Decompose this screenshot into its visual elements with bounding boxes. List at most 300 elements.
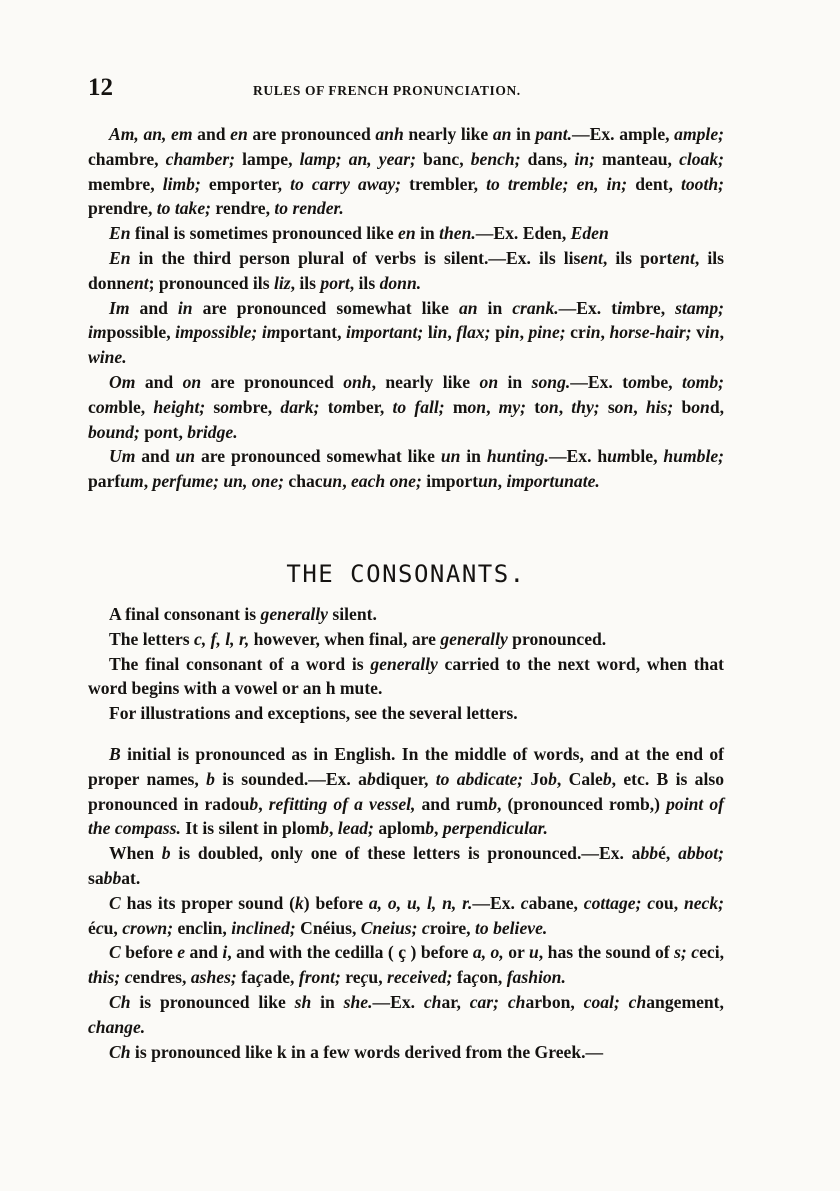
text-run: dent,: [627, 173, 681, 194]
text-run: c: [124, 967, 133, 988]
text-run: final is sometimes pronounced like: [130, 223, 399, 244]
text-run: front;: [298, 967, 341, 988]
text-run: cr: [565, 322, 586, 343]
text-run: to carry away;: [290, 173, 402, 194]
text-run: En: [109, 223, 131, 244]
text-run: A final consonant is: [109, 604, 261, 624]
text-run: to take;: [156, 198, 211, 219]
text-run: point of the compass.: [88, 793, 724, 839]
text-run: pine;: [528, 322, 566, 343]
page-number: 12: [88, 74, 113, 101]
text-run: im: [617, 297, 636, 318]
text-run: b: [249, 793, 259, 814]
text-run: ar,: [441, 991, 470, 1012]
text-run: lampe,: [235, 148, 300, 169]
text-run: chamber;: [165, 148, 236, 169]
text-run: and: [192, 124, 231, 144]
text-run: C: [109, 892, 121, 913]
text-run: ) before: [303, 892, 369, 913]
text-run: my;: [498, 396, 527, 417]
text-run: c, f, l, r,: [194, 628, 250, 649]
text-run: Am, an, em: [109, 124, 193, 144]
text-run: ade,: [263, 967, 299, 988]
text-run: om: [333, 396, 357, 417]
text-run: humble;: [663, 446, 724, 467]
text-run: Cneius;: [360, 917, 418, 938]
text-run: important;: [346, 322, 424, 343]
text-run: It is silent in plom: [180, 818, 321, 839]
text-run: ,: [497, 471, 507, 492]
text-run: in: [177, 297, 193, 318]
text-run: u,: [368, 967, 387, 988]
letters-paragraph: [88, 940, 724, 990]
text-run: —Ex. ample,: [572, 124, 675, 144]
text-run: un: [175, 446, 196, 467]
text-run: ,: [434, 818, 443, 839]
text-run: Ch: [109, 991, 131, 1012]
text-run: anh: [375, 124, 404, 144]
text-run: ,: [447, 322, 457, 343]
text-run: chac: [284, 471, 323, 492]
text-run: received;: [387, 967, 453, 988]
text-run: b: [366, 768, 376, 789]
text-run: crown;: [122, 917, 174, 938]
text-run: be,: [650, 371, 682, 392]
text-run: b: [673, 396, 692, 417]
text-run: i: [222, 942, 228, 963]
text-run: en, in;: [576, 173, 628, 194]
text-run: ,: [258, 793, 269, 814]
text-run: im: [261, 322, 281, 343]
text-run: on: [154, 421, 173, 442]
text-run: arbon,: [525, 991, 584, 1012]
text-run: pronounced.: [507, 628, 607, 649]
text-run: om: [95, 396, 119, 417]
text-run: diquer,: [375, 768, 436, 789]
text-run: , Cale: [556, 768, 603, 789]
text-run: ,: [486, 396, 499, 417]
text-run: banc,: [415, 148, 471, 169]
text-run: u,: [103, 917, 123, 938]
text-run: to fall;: [392, 396, 445, 417]
text-run: un: [440, 446, 461, 467]
text-run: p: [139, 421, 155, 442]
text-run: on: [540, 396, 559, 417]
text-run: change.: [88, 1016, 146, 1037]
text-run: b: [548, 768, 557, 789]
text-run: on: [479, 371, 499, 392]
text-run: p: [490, 322, 505, 343]
text-run: manteau,: [594, 148, 680, 169]
text-run: sa: [88, 867, 104, 888]
text-run: un, one;: [223, 471, 285, 492]
text-run: ,: [719, 322, 724, 343]
text-run: om: [220, 396, 243, 417]
text-run: Im: [109, 297, 130, 318]
text-run: is doubled, only one of these letters is pronounced.—Ex. a: [170, 843, 641, 864]
text-run: car;: [469, 991, 499, 1012]
page-header: [88, 74, 724, 104]
text-run: un: [322, 471, 343, 492]
text-run: prendre,: [88, 198, 157, 219]
text-run: ,: [143, 471, 153, 492]
text-run: The final consonant of a word is: [109, 653, 371, 674]
text-run: at.: [121, 867, 141, 888]
text-run: t: [526, 396, 541, 417]
text-run: t,: [172, 421, 188, 442]
intro-paragraph: [88, 602, 724, 627]
text-run: aplom: [373, 818, 426, 839]
text-run: ,: [633, 396, 646, 417]
text-run: ch: [628, 991, 647, 1012]
intro-paragraph: [88, 701, 724, 726]
text-run: a, o,: [472, 942, 504, 963]
text-run: b: [425, 818, 435, 839]
text-run: pant.: [535, 124, 573, 144]
text-run: c: [95, 917, 104, 938]
text-run: ample;: [674, 124, 724, 144]
text-run: then.: [439, 223, 476, 244]
text-run: and: [185, 942, 223, 963]
vowels-paragraph: [88, 370, 724, 444]
text-run: , etc. B is also pronounced in radou: [88, 768, 725, 814]
text-run: u: [529, 942, 539, 963]
text-run: to render.: [274, 198, 344, 219]
text-run: —Ex. t: [558, 297, 618, 318]
text-run: ent: [672, 247, 695, 268]
text-run: his;: [645, 396, 674, 417]
text-run: Jo: [523, 768, 549, 789]
text-run: ,: [342, 471, 351, 492]
text-run: silent.: [327, 604, 377, 624]
text-run: ch: [423, 991, 442, 1012]
text-run: k: [294, 892, 304, 913]
text-run: B: [109, 744, 121, 764]
text-run: coal;: [583, 991, 620, 1012]
text-run: , nearly like: [371, 371, 480, 392]
text-run: in: [585, 322, 601, 343]
text-run: ; pronounced ils: [148, 272, 274, 293]
text-run: eci,: [699, 942, 724, 963]
text-run: C: [109, 942, 121, 963]
text-run: —Ex. t: [570, 371, 629, 392]
text-run: and: [135, 446, 176, 467]
text-run: é: [88, 917, 96, 938]
text-run: [342, 149, 349, 169]
text-run: thy;: [571, 396, 600, 417]
text-run: onh: [343, 371, 372, 392]
text-run: ber,: [356, 396, 393, 417]
text-run: before: [120, 942, 178, 963]
text-run: generally: [260, 604, 328, 624]
text-run: l: [423, 322, 433, 343]
text-run: ç: [360, 967, 369, 988]
text-run: en: [230, 124, 248, 144]
text-run: b: [206, 768, 215, 789]
text-run: and rum: [415, 793, 489, 814]
text-run: [499, 992, 508, 1012]
text-run: b: [602, 768, 612, 789]
text-run: abane,: [528, 892, 584, 913]
text-run: b: [161, 843, 171, 864]
text-run: a, o, u, l, n, r.: [368, 892, 473, 913]
text-run: on: [467, 396, 487, 417]
text-run: —Ex.: [472, 892, 521, 913]
text-run: c: [691, 942, 700, 963]
text-run: rendre,: [211, 198, 275, 219]
text-run: ent: [126, 272, 149, 293]
text-run: possible,: [106, 322, 176, 343]
text-run: in: [504, 322, 520, 343]
text-run: this;: [88, 967, 121, 988]
text-run: crank.: [512, 297, 559, 318]
text-run: lead;: [337, 818, 374, 839]
text-run: s: [599, 396, 615, 417]
text-run: are pronounced: [201, 371, 344, 392]
text-run: sh: [294, 991, 312, 1012]
text-run: in: [311, 991, 344, 1012]
vowels-paragraph: [88, 122, 724, 221]
text-run: an, year;: [348, 148, 416, 169]
letters-paragraph: [88, 990, 724, 1040]
text-run: to believe.: [474, 917, 548, 938]
text-run: en: [398, 223, 416, 244]
text-run: bound;: [88, 421, 140, 442]
text-run: nearly like: [403, 124, 493, 144]
text-run: carried to the next word, when that word begins with a vowel or an h mute.: [88, 653, 724, 699]
text-run: bre,: [635, 297, 676, 318]
text-run: in: [477, 297, 513, 318]
text-run: , ils donn: [88, 247, 724, 293]
text-run: , and with the cedilla ( ҫ ) before: [227, 942, 473, 963]
letters-paragraph: [88, 841, 724, 891]
text-run: v: [691, 322, 705, 343]
text-run: cloak;: [679, 148, 725, 169]
text-run: in: [432, 322, 448, 343]
text-run: ble,: [118, 396, 154, 417]
consonant-letters-section: [88, 742, 724, 1064]
text-run: c: [88, 396, 96, 417]
text-run: ,: [558, 396, 572, 417]
text-run: in: [511, 124, 536, 144]
text-run: En: [109, 247, 131, 268]
text-run: on: [182, 371, 202, 392]
section-heading: THE CONSONANTS.: [286, 560, 526, 588]
text-run: wine.: [88, 347, 127, 368]
text-run: stamp;: [675, 297, 724, 318]
text-run: initial is pronounced as in English. In the middle of words, and at the end of proper names,: [88, 744, 724, 789]
text-run: The letters: [109, 628, 195, 649]
text-run: endres,: [132, 967, 191, 988]
text-run: in: [460, 446, 487, 467]
text-run: emporter,: [200, 173, 291, 194]
text-run: s;: [674, 942, 687, 963]
text-run: tooth;: [680, 173, 724, 194]
text-run: d,: [709, 396, 725, 417]
text-run: bench;: [470, 148, 521, 169]
text-run: ch: [507, 991, 526, 1012]
intro-paragraph: [88, 652, 724, 702]
text-run: is sounded.—Ex. a: [214, 768, 367, 789]
text-run: ç: [471, 967, 480, 988]
text-run: port: [320, 272, 350, 293]
text-run: on,: [479, 967, 507, 988]
text-run: cottage;: [583, 892, 642, 913]
text-run: membre,: [88, 173, 163, 194]
text-run: is pronounced like k in a few words derived from the Greek.—: [130, 1041, 604, 1062]
running-title: RULES OF FRENCH PRONUNCIATION.: [253, 83, 521, 98]
text-run: Um: [109, 446, 136, 467]
text-run: ashes;: [190, 967, 237, 988]
vowels-paragraph: [88, 296, 724, 370]
text-run: —Ex. h: [548, 446, 608, 467]
text-run: fashion.: [506, 967, 566, 988]
text-run: in: [498, 371, 532, 392]
text-run: and: [135, 371, 183, 392]
text-run: flax;: [456, 322, 491, 343]
text-run: , (pronounced romb,): [497, 793, 667, 814]
text-run: e: [177, 942, 186, 963]
text-run: —Ex.: [372, 991, 424, 1012]
text-run: on: [691, 396, 710, 417]
text-run: c: [195, 917, 203, 938]
text-run: om: [628, 371, 651, 392]
text-run: When: [109, 843, 162, 864]
text-run: fa: [236, 967, 256, 988]
text-run: liz: [273, 272, 291, 293]
text-run: bb: [640, 843, 659, 864]
text-run: angement,: [646, 991, 724, 1012]
text-run: fa: [452, 967, 472, 988]
text-run: ,: [600, 322, 610, 343]
vowels-paragraph: [88, 221, 724, 246]
text-run: [568, 174, 576, 194]
text-run: , ils: [290, 272, 321, 293]
text-run: Cnéius,: [295, 917, 361, 938]
text-run: perpendicular.: [442, 818, 548, 839]
text-run: neck;: [683, 892, 724, 913]
text-run: un: [478, 471, 498, 492]
text-run: Ch: [109, 1041, 131, 1062]
consonants-intro: [88, 602, 724, 726]
text-run: in the third person plural of verbs is silent.—Ex. ils lis: [130, 247, 581, 268]
text-run: has its proper sound (: [120, 892, 295, 913]
text-run: impossible;: [175, 322, 258, 343]
text-run: [620, 992, 629, 1012]
text-run: to tremble;: [486, 173, 569, 194]
text-run: generally: [440, 628, 508, 649]
text-run: to abdicate;: [435, 768, 524, 789]
text-run: height;: [153, 396, 206, 417]
text-run: abbot;: [678, 843, 724, 864]
text-run: dans,: [520, 148, 575, 169]
text-run: ble,: [630, 446, 664, 467]
text-run: tomb;: [681, 371, 725, 392]
text-run: portant,: [280, 322, 347, 343]
text-run: song.: [531, 371, 571, 392]
text-run: t: [319, 396, 334, 417]
text-run: ç: [255, 967, 264, 988]
text-run: on: [614, 396, 634, 417]
text-run: dark;: [280, 396, 320, 417]
text-run: lamp;: [299, 148, 342, 169]
text-run: , has the sound of: [538, 942, 675, 963]
text-run: —Ex. Eden,: [475, 223, 571, 244]
text-run: bre,: [242, 396, 281, 417]
text-run: an: [458, 297, 478, 318]
text-run: bridge.: [187, 421, 238, 442]
text-run: roire,: [429, 917, 475, 938]
text-run: is pronounced like: [130, 991, 295, 1012]
text-run: and: [129, 297, 178, 318]
text-run: perfume;: [152, 471, 219, 492]
text-run: chambre,: [88, 148, 166, 169]
text-run: Om: [109, 371, 136, 392]
text-run: in: [415, 223, 440, 244]
text-run: ent: [580, 247, 603, 268]
text-run: b: [320, 818, 329, 839]
text-run: are pronounced somewhat like: [195, 446, 441, 467]
text-run: s: [205, 396, 221, 417]
text-run: um: [120, 471, 144, 492]
text-run: are pronounced: [247, 124, 376, 144]
letters-paragraph: [88, 1040, 724, 1065]
text-run: b: [488, 793, 497, 814]
text-run: however, when final, are: [249, 628, 441, 649]
text-run: é,: [658, 843, 679, 864]
text-run: importunate.: [506, 471, 600, 492]
text-run: lin,: [202, 917, 232, 938]
text-run: ,: [519, 322, 529, 343]
text-run: um: [607, 446, 631, 467]
intro-paragraph: [88, 627, 724, 652]
text-run: each one;: [351, 471, 422, 492]
text-run: donn.: [379, 272, 422, 293]
text-run: refitting of a vessel,: [268, 793, 416, 814]
text-run: or: [503, 942, 529, 963]
text-run: c: [520, 892, 529, 913]
text-run: limb;: [162, 173, 201, 194]
text-run: in: [704, 322, 720, 343]
text-run: c: [421, 917, 430, 938]
text-run: are pronounced somewhat like: [192, 297, 459, 318]
text-run: ou,: [655, 892, 684, 913]
text-run: horse-hair;: [609, 322, 692, 343]
text-run: , ils port: [602, 247, 673, 268]
text-run: en: [173, 917, 196, 938]
text-run: she.: [343, 991, 373, 1012]
nasal-vowels-section: [88, 122, 724, 494]
text-run: re: [340, 967, 361, 988]
text-run: an: [492, 124, 512, 144]
text-run: in;: [574, 148, 595, 169]
text-run: inclined;: [231, 917, 296, 938]
text-run: ,: [328, 818, 338, 839]
text-run: Eden: [570, 223, 609, 244]
letters-paragraph: [88, 742, 724, 841]
vowels-paragraph: [88, 246, 724, 296]
text-run: , ils: [349, 272, 380, 293]
text-run: hunting.: [486, 446, 549, 467]
letters-paragraph: [88, 891, 724, 941]
text-run: trembler,: [401, 173, 487, 194]
text-run: bb: [103, 867, 122, 888]
text-run: import: [421, 471, 479, 492]
text-run: parf: [88, 471, 121, 492]
text-run: im: [88, 322, 107, 343]
text-run: m: [444, 396, 468, 417]
text-run: generally: [370, 653, 438, 674]
